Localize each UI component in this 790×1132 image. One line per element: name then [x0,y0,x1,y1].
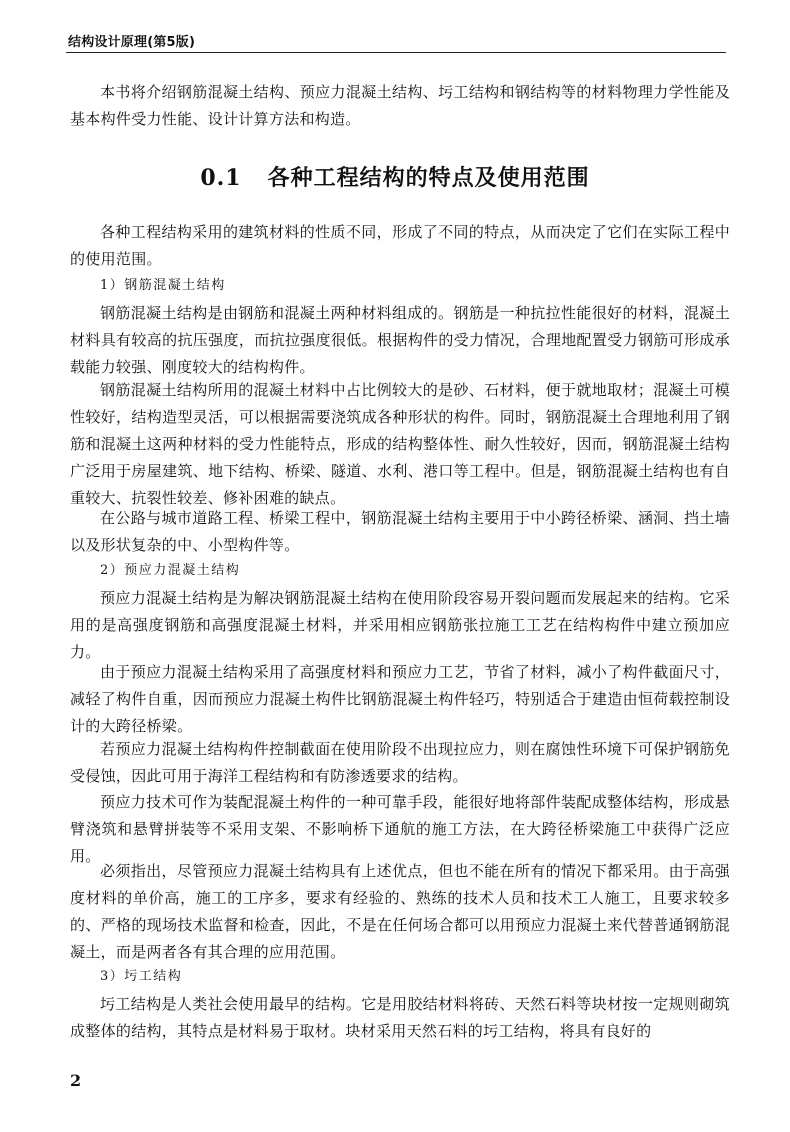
section-intro-paragraph: 各种工程结构采用的建筑材料的性质不同，形成了不同的特点，从而决定了它们在实际工程中的使用范围。 [70,223,730,268]
section-number: 0.1 [200,165,242,191]
paragraph: 预应力技术可作为装配混凝土构件的一种可靠手段，能很好地将部件装配成整体结构，形成悬臂浇筑和悬臂拼装等不采用支架、不影响桥下通航的施工方法，在大跨径桥梁施工中获得广泛应用。 [70,793,730,865]
paragraph: 钢筋混凝土结构所用的混凝土材料中占比例较大的是砂、石材料，便于就地取材；混凝土可模性较好，结构造型灵活，可以根据需要浇筑成各种形状的构件。同时，钢筋混凝土合理地利用了钢筋和混凝土这两种材料的受力性能特点，形成的结构整体性、耐久性较好，因而，钢筋混凝土结构广泛用于房屋建筑、地下结构、桥梁、隧道、水利、港口等工程中。但是，钢筋混凝土结构也有自重较大、抗裂性较差、修补困难的缺点。 [70,381,730,507]
running-header-title: 结构设计原理(第5版) [68,35,196,50]
paragraph: 圬工结构是人类社会使用最早的结构。它是用胶结材料将砖、天然石料等块材按一定规则砌筑成整体的结构，其特点是材料易于取材。块材采用天然石料的圬工结构，将具有良好的 [70,995,730,1040]
section-title: 各种工程结构的特点及使用范围 [267,165,590,191]
paragraph: 必须指出，尽管预应力混凝土结构具有上述优点，但也不能在所有的情况下都采用。由于高强度材料的单价高，施工的工序多，要求有经验的、熟练的技术人员和技术工人施工，且要求较多的、严格的现场技术监督和检查，因此，不是在任何场合都可以用预应力混凝土来代替普通钢筋混凝土，而是两者各有其合理的应用范围。 [70,862,730,961]
running-header [66,30,726,53]
paragraph: 若预应力混凝土结构构件控制截面在使用阶段不出现拉应力，则在腐蚀性环境下可保护钢筋免受侵蚀，因此可用于海洋工程结构和有防渗透要求的结构。 [70,740,730,785]
paragraph: 预应力混凝土结构是为解决钢筋混凝土结构在使用阶段容易开裂问题而发展起来的结构。它采用的是高强度钢筋和高强度混凝土材料，并采用相应钢筋张拉施工工艺在结构构件中建立预加应力。 [70,589,730,661]
paragraph: 在公路与城市道路工程、桥梁工程中，钢筋混凝土结构主要用于中小跨径桥梁、涵洞、挡土墙以及形状复杂的中、小型构件等。 [70,509,730,554]
subsection-heading-masonry: 3）圬工结构 [100,969,183,984]
paragraph: 由于预应力混凝土结构采用了高强度材料和预应力工艺，节省了材料，减小了构件截面尺寸，减轻了构件自重，因而预应力混凝土构件比钢筋混凝土构件轻巧，特别适合于建造由恒荷载控制设计的大跨径桥梁。 [70,663,730,735]
intro-paragraph: 本书将介绍钢筋混凝土结构、预应力混凝土结构、圬工结构和钢结构等的材料物理力学性能及基本构件受力性能、设计计算方法和构造。 [70,83,730,128]
paragraph: 钢筋混凝土结构是由钢筋和混凝土两种材料组成的。钢筋是一种抗拉性能很好的材料，混凝土材料具有较高的抗压强度，而抗拉强度很低。根据构件的受力情况，合理地配置受力钢筋可形成承载能力较强、刚度较大的结构构件。 [70,304,730,376]
subsection-heading-reinforced-concrete: 1）钢筋混凝土结构 [100,278,226,293]
subsection-heading-prestressed-concrete: 2）预应力混凝土结构 [100,563,241,578]
page-number: 2 [70,1071,82,1090]
section-heading [0,161,790,192]
